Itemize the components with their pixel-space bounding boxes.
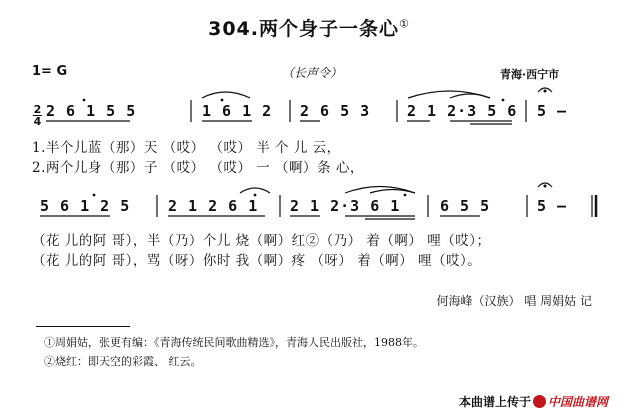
staff1-measure-3: 2 6 5 3 [300, 102, 371, 120]
staff2-lyric-verse2: （花 儿的阿 哥），骂（呀）你时 我（啊）疼 （呀） 着（啊） 哩（哎）。 [32, 253, 482, 269]
time-signature-top: 2 [33, 103, 42, 116]
site-logo-icon [533, 395, 546, 408]
song-origin: 青海·西宁市 [500, 68, 560, 81]
fermata-dot [544, 185, 547, 188]
footnote-2: ②烧红：即天空的彩霞、 红云。 [44, 355, 202, 368]
staff1-lyric-verse1: 1.半个儿蓝（那）天 （哎） （哎） 半 个 儿 云， [32, 140, 341, 156]
staff1-measure-2: 1 6 1 2 [202, 102, 273, 120]
staff1-measure-1: 2 6 1 5 5 [46, 102, 137, 120]
footnote-mark: ① [399, 17, 410, 31]
song-number: 304. [208, 18, 259, 40]
staff2-measure-3: 2 1 2·3 6 1 [290, 197, 401, 215]
footnote-1: ①周娟姑，张更有编：《青海传统民间歌曲精选》，青海人民出版社，1988年。 [44, 336, 424, 349]
key-signature: 1= G [32, 64, 68, 79]
staff2-lyric-verse1: （花 儿的阿 哥），半（乃）个儿 烧（啊）红②（乃） 着（啊） 哩（哎）； [32, 233, 491, 249]
slur [202, 92, 250, 98]
slur [450, 94, 490, 98]
staff2-measure-1: 5 6 1 2 5 [40, 197, 131, 215]
fermata-dot [544, 90, 547, 93]
staff2-measure-5: 5 – [537, 197, 568, 215]
staff1-measure-5: 5 – [537, 102, 568, 120]
staff1-measure-4: 2 1 2·3 5 6 [407, 102, 518, 120]
site-brand[interactable]: 中国曲谱网 [547, 395, 608, 409]
time-signature-bottom: 4 [33, 115, 42, 128]
footnote-divider [36, 326, 130, 327]
slur [240, 188, 270, 193]
upload-notice [459, 393, 608, 410]
slur [370, 190, 415, 194]
staff2-measure-2: 2 1 2 6 1 [168, 197, 259, 215]
staff2-measure-4: 6 5 5 [440, 197, 491, 215]
style-label: （长声令） [282, 66, 343, 80]
staff1-lyric-verse2: 2.两个儿身（那）子 （哎） （哎） 一 （啊）条 心， [32, 160, 364, 176]
performer-credit: 何海峰（汉族） 唱 周娟姑 记 [436, 294, 592, 308]
upload-prefix: 本曲谱上传于 [458, 395, 531, 409]
song-name: 两个身子一条心 [259, 18, 400, 40]
slur [345, 187, 415, 194]
